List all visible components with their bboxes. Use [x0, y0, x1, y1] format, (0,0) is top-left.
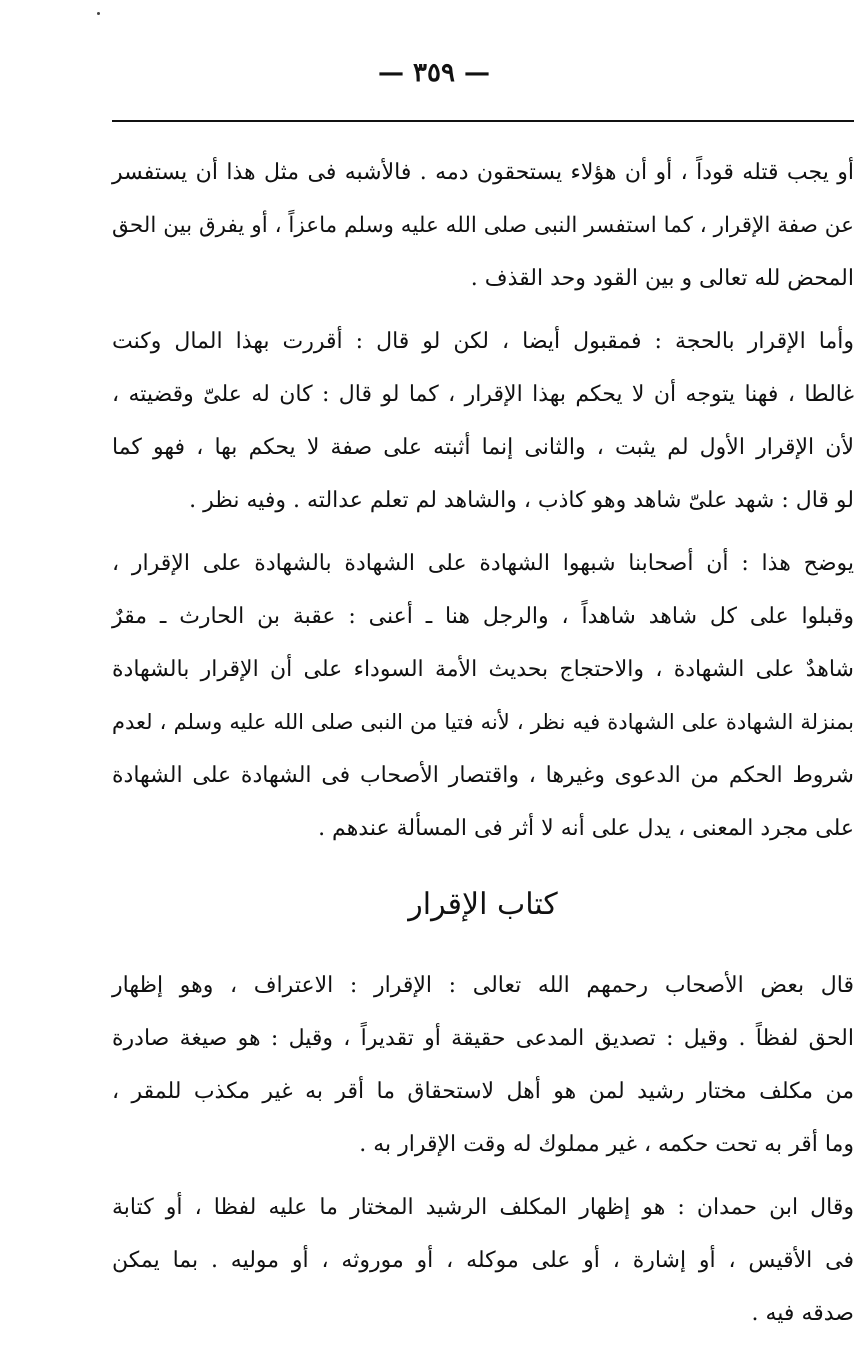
text-line: يوضح هذا : أن أصحابنا شبهوا الشهادة على الشهادة بالشهادة على الإقرار ، — [112, 551, 854, 576]
text-line: شروط الحكم من الدعوى وغيرها ، واقتصار الأصحاب فى الشهادة على الشهادة — [112, 763, 854, 788]
text-line: وقبلوا على كل شاهد شاهداً ، والرجل هنا ـ أعنى : عقبة بن الحارث ـ مقرٌ — [112, 604, 854, 629]
text-line: وقال ابن حمدان : هو إظهار المكلف الرشيد المختار ما عليه لفظا ، أو كتابة — [112, 1195, 854, 1220]
text-line: وأما الإقرار بالحجة : فمقبول أيضا ، لكن لو قال : أقررت بهذا المال وكنت — [112, 329, 854, 354]
text-line: صدقه فيه . — [751, 1301, 854, 1326]
text-line: من مكلف مختار رشيد لمن هو أهل لاستحقاق ما أقر به غير مكذب للمقر ، — [112, 1079, 854, 1104]
page-body — [112, 146, 854, 1350]
text-line: شاهدٌ على الشهادة ، والاحتجاج بحديث الأمة السوداء على أن الإقرار بالشهادة — [112, 657, 854, 682]
text-line: لو قال : شهد علىّ شاهد وهو كاذب ، والشاهد لم تعلم عدالته . وفيه نظر . — [189, 488, 854, 513]
text-line: الحق لفظاً . وقيل : تصديق المدعى حقيقة أو تقديراً ، وقيل : هو صيغة صادرة — [112, 1026, 854, 1051]
header-rule — [112, 120, 854, 122]
paragraph-4 — [112, 959, 854, 1171]
paragraph-1 — [112, 146, 854, 305]
text-line: بمنزلة الشهادة على الشهادة فيه نظر ، لأنه فتيا من النبى صلى الله عليه وسلم ، لعدم — [112, 710, 854, 734]
text-line: المحض لله تعالى و بين القود وحد القذف . — [470, 266, 854, 291]
text-line: فى الأقيس ، أو إشارة ، أو على موكله ، أو موروثه ، أو موليه . بما يمكن — [112, 1248, 854, 1273]
text-line: قال بعض الأصحاب رحمهم الله تعالى : الإقرار : الاعتراف ، وهو إظهار — [112, 973, 854, 998]
text-line: وما أقر به تحت حكمه ، غير مملوك له وقت الإقرار به . — [359, 1132, 854, 1157]
text-line: لأن الإقرار الأول لم يثبت ، والثانى إنما أثبته على صفة لا يحكم بها ، فهو كما — [112, 435, 854, 460]
paragraph-2 — [112, 315, 854, 527]
text-line: غالطا ، فهنا يتوجه أن لا يحكم بهذا الإقرار ، كما لو قال : كان له علىّ وقضيته ، — [112, 382, 854, 407]
paragraph-5 — [112, 1181, 854, 1340]
paragraph-3 — [112, 537, 854, 855]
text-line: أو يجب قتله قوداً ، أو أن هؤلاء يستحقون دمه . فالأشبه فى مثل هذا أن يستفسر — [112, 160, 854, 185]
text-line: على مجرد المعنى ، يدل على أنه لا أثر فى المسألة عندهم . — [318, 816, 854, 841]
page-number: — ٣٥٩ — — [377, 58, 491, 88]
speck-mark — [97, 12, 100, 15]
section-heading: كتاب الإقرار — [408, 887, 558, 922]
text-line: عن صفة الإقرار ، كما استفسر النبى صلى الله عليه وسلم ماعزاً ، أو يفرق بين الحق — [112, 213, 854, 238]
